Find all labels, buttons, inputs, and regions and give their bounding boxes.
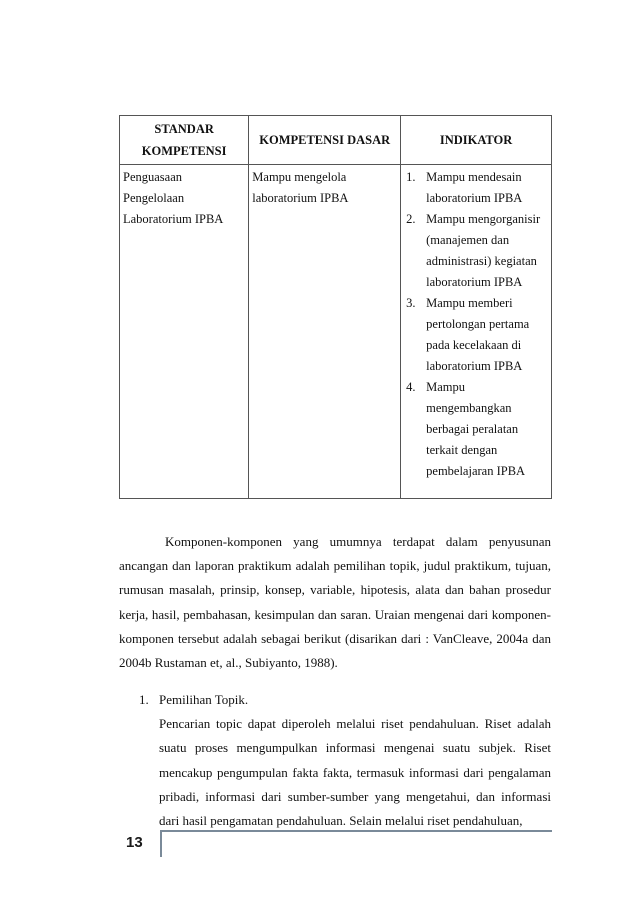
indicator-list (404, 167, 548, 482)
indicator-item: 2. Mampu mengorganisir (manajemen dan administrasi) kegiatan laboratorium IPBA (406, 212, 541, 289)
list-item-title: 1. Pemilihan Topik. (139, 692, 249, 707)
cell-standar: Penguasaan Pengelolaan Laboratorium IPBA (120, 165, 249, 499)
header-indikator: INDIKATOR (401, 116, 552, 165)
page-number: 13 (126, 834, 143, 851)
indicator-item: 3. Mampu memberi pertolongan pertama pada kecelakaan di laboratorium IPBA (406, 296, 530, 373)
header-standar-kompetensi: STANDAR KOMPETENSI (120, 116, 249, 165)
footer-divider (160, 830, 162, 857)
list-item-body: Pencarian topic dapat diperoleh melalui riset pendahuluan. Riset adalah suatu proses mengumpulkan informasi mengenai suatu subjek. Riset mencakup pengumpulan fakta fakta, termasuk informasi dari pengalaman pribadi, informasi dari sumber-sumber yang mengetahui, dan informasi dari hasil pengamatan pendahuluan. Selain melalui riset pendahuluan, (159, 716, 551, 829)
cell-indikator (401, 165, 552, 499)
indicator-item: 4. Mampu mengembangkan berbagai peralatan terkait dengan pembelajaran IPBA (406, 380, 526, 478)
component-list (139, 688, 551, 833)
table-row (120, 165, 552, 499)
competency-table (119, 115, 552, 499)
footer-rule (160, 830, 552, 832)
list-item (139, 688, 551, 833)
body-paragraph: Komponen-komponen yang umumnya terdapat dalam penyusunan ancangan dan laporan praktikum adalah pemilihan topik, judul praktikum, tujuan, rumusan masalah, prinsip, konsep, variable, hipotesis, alata dan bahan prosedur kerja, hasil, pembahasan, kesimpulan dan saran. Uraian mengenai dari komponen-komponen tersebut adalah sebagai berikut (disarikan dari : VanCleave, 2004a dan 2004b Rustaman et, al., Subiyanto, 1988). (119, 534, 551, 671)
cell-dasar: Mampu mengelola laboratorium IPBA (249, 165, 401, 499)
indicator-item: 1. Mampu mendesain laboratorium IPBA (406, 170, 523, 205)
header-kompetensi-dasar: KOMPETENSI DASAR (249, 116, 401, 165)
table-header-row (120, 116, 552, 165)
